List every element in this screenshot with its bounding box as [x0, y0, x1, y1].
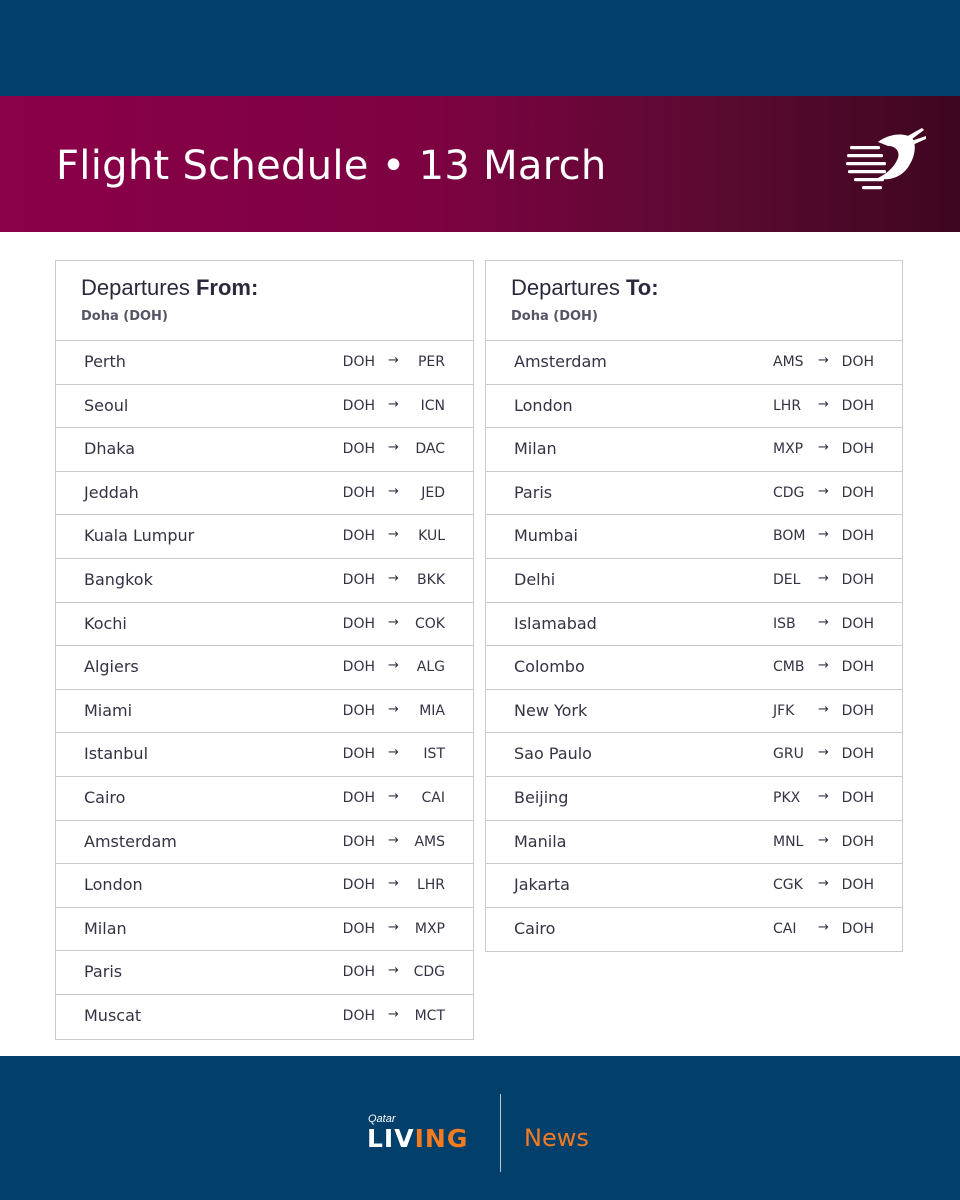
- departures-to-subtitle: Doha (DOH): [511, 309, 598, 324]
- flight-row: [56, 733, 473, 777]
- departures-to-list: [486, 341, 902, 951]
- destination-code: AMS: [414, 833, 445, 850]
- flight-row: [486, 603, 902, 647]
- city-name: London: [84, 875, 143, 895]
- city-name: Cairo: [514, 918, 556, 938]
- origin-code: CAI: [773, 920, 797, 937]
- arrow-right-icon: →: [818, 658, 829, 674]
- origin-code: DOH: [342, 702, 375, 719]
- flight-row: [486, 428, 902, 472]
- destination-code: CDG: [413, 964, 445, 981]
- flight-row: [486, 385, 902, 429]
- brand-living-logo: [367, 1124, 468, 1153]
- flight-row: [56, 559, 473, 603]
- departures-from-panel: [55, 260, 474, 1040]
- flight-row: [486, 646, 902, 690]
- oryx-logo-icon: [842, 124, 928, 196]
- origin-code: PKX: [773, 789, 801, 806]
- flight-row: [486, 559, 902, 603]
- flight-row: [56, 864, 473, 908]
- origin-code: DOH: [342, 615, 375, 632]
- destination-code: BKK: [417, 571, 445, 588]
- city-name: Mumbai: [514, 526, 578, 546]
- arrow-right-icon: →: [388, 788, 399, 804]
- flight-row: [56, 646, 473, 690]
- flight-row: [56, 995, 473, 1039]
- destination-code: DOH: [841, 571, 874, 588]
- origin-code: DOH: [342, 789, 375, 806]
- departures-from-list: [56, 341, 473, 1039]
- origin-code: LHR: [773, 397, 802, 414]
- arrow-right-icon: →: [818, 788, 829, 804]
- city-name: Sao Paulo: [514, 744, 592, 764]
- footer-band: [0, 1056, 960, 1200]
- destination-code: DOH: [841, 833, 874, 850]
- origin-code: DOH: [342, 746, 375, 763]
- arrow-right-icon: →: [388, 396, 399, 412]
- destination-code: DAC: [415, 441, 445, 458]
- flight-row: [486, 733, 902, 777]
- origin-code: MXP: [773, 441, 804, 458]
- arrow-right-icon: →: [388, 440, 399, 456]
- destination-code: DOH: [841, 920, 874, 937]
- arrow-right-icon: →: [818, 614, 829, 630]
- city-name: Amsterdam: [84, 831, 177, 851]
- flight-row: [486, 908, 902, 952]
- arrow-right-icon: →: [388, 483, 399, 499]
- flight-row: [486, 515, 902, 559]
- arrow-right-icon: →: [818, 353, 829, 368]
- destination-code: IST: [423, 746, 445, 763]
- flight-row: [486, 341, 902, 385]
- destination-code: DOH: [841, 397, 874, 414]
- departures-to-panel: [485, 260, 903, 952]
- origin-code: GRU: [773, 746, 804, 763]
- origin-code: CDG: [773, 484, 805, 501]
- city-name: Bangkok: [84, 569, 153, 589]
- city-name: Muscat: [84, 1005, 142, 1025]
- destination-code: MIA: [419, 702, 445, 719]
- city-name: Kochi: [84, 613, 127, 633]
- arrow-right-icon: →: [388, 527, 399, 543]
- origin-code: DEL: [773, 571, 801, 588]
- city-name: Manila: [514, 831, 567, 851]
- departures-from-subtitle: Doha (DOH): [81, 309, 168, 324]
- title-prefix: Departures: [511, 275, 620, 300]
- city-name: Perth: [84, 352, 126, 371]
- origin-code: JFK: [773, 702, 795, 719]
- origin-code: DOH: [342, 354, 375, 370]
- destination-code: DOH: [841, 789, 874, 806]
- city-name: Amsterdam: [514, 352, 607, 371]
- arrow-right-icon: →: [388, 745, 399, 761]
- arrow-right-icon: →: [818, 570, 829, 586]
- origin-code: DOH: [342, 964, 375, 981]
- origin-code: DOH: [342, 397, 375, 414]
- arrow-right-icon: →: [388, 1006, 399, 1022]
- arrow-right-icon: →: [818, 440, 829, 456]
- city-name: Seoul: [84, 395, 129, 415]
- origin-code: AMS: [773, 354, 804, 370]
- destination-code: DOH: [841, 659, 874, 676]
- flight-row: [486, 777, 902, 821]
- destination-code: MXP: [414, 920, 445, 937]
- city-name: Beijing: [514, 787, 569, 807]
- flight-row: [56, 603, 473, 647]
- arrow-right-icon: →: [818, 701, 829, 717]
- city-name: London: [514, 395, 573, 415]
- destination-code: ICN: [420, 397, 445, 414]
- brand-living-part: LIV: [367, 1124, 415, 1153]
- city-name: Paris: [84, 962, 123, 982]
- arrow-right-icon: →: [818, 876, 829, 892]
- origin-code: DOH: [342, 528, 375, 545]
- arrow-right-icon: →: [818, 527, 829, 543]
- city-name: Paris: [514, 482, 553, 502]
- arrow-right-icon: →: [388, 701, 399, 717]
- flight-row: [56, 341, 473, 385]
- destination-code: JED: [421, 484, 445, 501]
- flight-row: [56, 428, 473, 472]
- news-label: News: [524, 1124, 589, 1152]
- city-name: Algiers: [84, 657, 139, 677]
- city-name: Kuala Lumpur: [84, 526, 195, 546]
- top-band: [0, 0, 960, 96]
- flight-row: [486, 690, 902, 734]
- origin-code: DOH: [342, 1007, 375, 1024]
- destination-code: DOH: [841, 354, 874, 370]
- flight-row: [56, 821, 473, 865]
- destination-code: CAI: [421, 789, 445, 806]
- title-bold: To:: [625, 275, 659, 300]
- origin-code: MNL: [773, 833, 804, 850]
- arrow-right-icon: →: [388, 919, 399, 935]
- flight-row: [56, 515, 473, 559]
- city-name: Milan: [84, 918, 127, 938]
- departures-to-title: [511, 275, 902, 301]
- title-prefix: Departures: [81, 275, 190, 300]
- arrow-right-icon: →: [818, 832, 829, 848]
- flight-row: [56, 908, 473, 952]
- destination-code: DOH: [841, 484, 874, 501]
- origin-code: DOH: [342, 441, 375, 458]
- flight-row: [56, 951, 473, 995]
- city-name: Milan: [514, 439, 557, 459]
- city-name: Istanbul: [84, 744, 149, 764]
- city-name: Delhi: [514, 569, 556, 589]
- flight-row: [486, 864, 902, 908]
- destination-code: DOH: [841, 615, 874, 632]
- city-name: New York: [514, 700, 588, 720]
- city-name: Islamabad: [514, 613, 597, 633]
- city-name: Dhaka: [84, 439, 136, 459]
- title-bold: From:: [195, 275, 259, 300]
- flight-row: [486, 472, 902, 516]
- arrow-right-icon: →: [388, 658, 399, 674]
- origin-code: ISB: [773, 615, 796, 632]
- city-name: Miami: [84, 700, 133, 720]
- city-name: Jakarta: [514, 875, 570, 895]
- arrow-right-icon: →: [818, 745, 829, 761]
- destination-code: DOH: [841, 702, 874, 719]
- arrow-right-icon: →: [818, 396, 829, 412]
- page-title: Flight Schedule • 13 March: [56, 143, 607, 189]
- destination-code: ALG: [416, 659, 445, 676]
- departures-from-header: [56, 261, 473, 341]
- brand-living-accent: ING: [414, 1124, 469, 1153]
- arrow-right-icon: →: [388, 570, 399, 586]
- city-name: Colombo: [514, 657, 585, 677]
- city-name: Jeddah: [84, 482, 139, 502]
- arrow-right-icon: →: [388, 353, 399, 368]
- origin-code: DOH: [342, 484, 375, 501]
- flight-row: [56, 385, 473, 429]
- origin-code: DOH: [342, 571, 375, 588]
- footer-divider: [500, 1094, 501, 1172]
- origin-code: DOH: [342, 920, 375, 937]
- flight-row: [56, 472, 473, 516]
- destination-code: KUL: [418, 528, 445, 545]
- origin-code: BOM: [773, 528, 806, 545]
- destination-code: DOH: [841, 877, 874, 894]
- destination-code: DOH: [841, 528, 874, 545]
- city-name: Cairo: [84, 787, 126, 807]
- arrow-right-icon: →: [388, 963, 399, 979]
- origin-code: DOH: [342, 833, 375, 850]
- origin-code: CGK: [773, 877, 803, 894]
- arrow-right-icon: →: [388, 876, 399, 892]
- destination-code: MCT: [414, 1007, 445, 1024]
- flight-row: [56, 690, 473, 734]
- flight-row: [486, 821, 902, 865]
- destination-code: COK: [415, 615, 445, 632]
- arrow-right-icon: →: [388, 832, 399, 848]
- arrow-right-icon: →: [818, 919, 829, 935]
- destination-code: LHR: [416, 877, 445, 894]
- arrow-right-icon: →: [818, 483, 829, 499]
- origin-code: DOH: [342, 659, 375, 676]
- brand-qatar-text: Qatar: [368, 1113, 396, 1125]
- destination-code: DOH: [841, 441, 874, 458]
- origin-code: DOH: [342, 877, 375, 894]
- destination-code: DOH: [841, 746, 874, 763]
- origin-code: CMB: [773, 659, 805, 676]
- destination-code: PER: [417, 354, 445, 370]
- flight-row: [56, 777, 473, 821]
- departures-from-title: [81, 275, 473, 301]
- arrow-right-icon: →: [388, 614, 399, 630]
- departures-to-header: [486, 261, 902, 341]
